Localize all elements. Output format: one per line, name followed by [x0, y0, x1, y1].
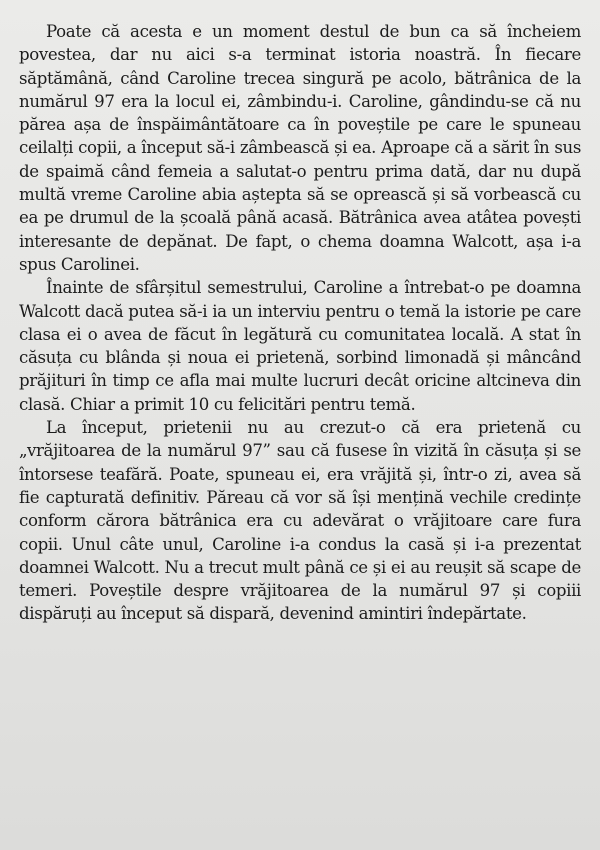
- paragraph-2: Înainte de sfârșitul semestrului, Caroline a întrebat-o pe doamna Walcott dacă putea să-i ia un interviu pentru o temă la istorie pe care clasa ei o avea de făcut în legătură cu comunitatea locală. A stat în căsuța cu blânda și noua ei prietenă, sorbind limonadă și mâncând prăjituri în timp ce afla mai multe lucruri decât oricine altcineva din clasă. Chiar a primit 10 cu felicitări pentru temă.: [19, 278, 581, 414]
- paragraph-3: La început, prietenii nu au crezut-o că era prietenă cu „vrăjitoarea de la numărul 97” sau că fusese în vizită în căsuța și se întorsese teafără. Poate, spuneau ei, era vrăjită și, într-o zi, avea să fie capturată definitiv. Păreau că vor să își mențină vechile credințe conform cărora bătrânica era cu adevărat o vrăjitoare care fura copii. Unul câte unul, Caroline i-a condus la casă și i-a prezentat doamnei Walcott. Nu a trecut mult până ce și ei au reușit să scape de temeri. Poveștile despre vrăjitoarea de la numărul 97 și copiii dispăruți au început să dispară, devenind amintiri îndepărtate.: [19, 418, 581, 624]
- paragraph-1: Poate că acesta e un moment destul de bun ca să încheiem povestea, dar nu aici s-a terminat istoria noastră. În fiecare săptămână, când Caroline trecea singură pe acolo, bătrânica de la numărul 97 era la locul ei, zâmbindu-i. Caroline, gândindu-se că nu părea așa de înspăimântătoare ca în poveștile pe care le spuneau ceilalți copii, a început să-i zâmbească și ea. Aproape că a sărit în sus de spaimă când femeia a salutat-o pentru prima dată, dar nu după multă vreme Caroline abia aștepta să se oprească și să vorbească cu ea pe drumul de la școală până acasă. Bătrânica avea atâtea povești interesante de depănat. De fapt, o chema doamna Walcott, așa i-a spus Carolinei.: [19, 22, 581, 274]
- body-text: [19, 20, 581, 626]
